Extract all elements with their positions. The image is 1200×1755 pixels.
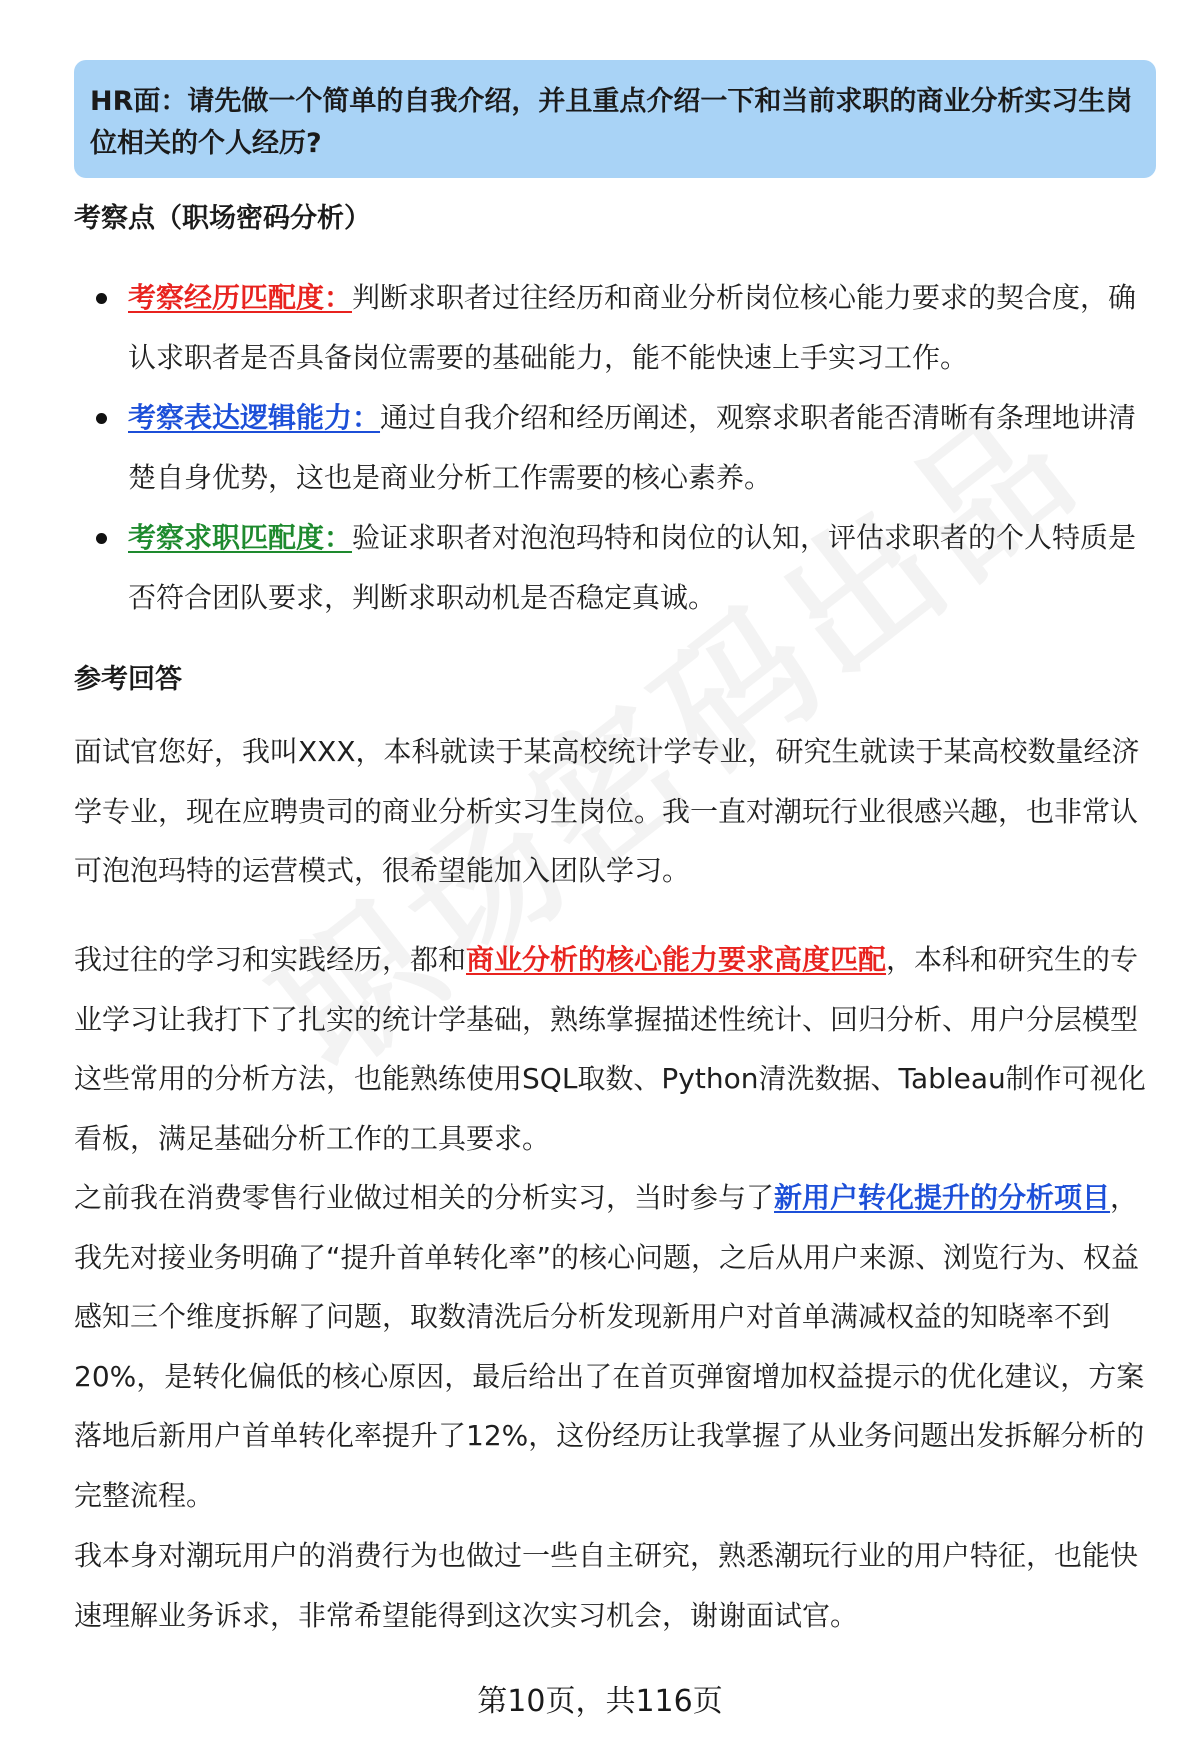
answer-paragraph-3 xyxy=(74,1168,1164,1525)
analysis-text: 通过自我介绍和经历阐述，观察求职者能否清晰有条理地讲清楚自身优势，这也是商业分析工作需要的核心素养。 xyxy=(128,401,1137,494)
answer-paragraph-1: 面试官您好，我叫XXX，本科就读于某高校统计学专业，研究生就读于某高校数量经济学专业，现在应聘贵司的商业分析实习生岗位。我一直对潮玩行业很感兴趣，也非常认可泡泡玛特的运营模式，很希望能加入团队学习。 xyxy=(74,735,1140,887)
answer-text: ，本科和研究生的专业学习让我打下了扎实的统计学基础，熟练掌握描述性统计、回归分析、用户分层模型这些常用的分析方法，也能熟练使用SQL取数、Python清洗数据、Tableau制作可视化看板，满足基础分析工作的工具要求。 xyxy=(74,943,1146,1155)
analysis-item-fit xyxy=(74,508,1164,628)
answer-highlight-red: 商业分析的核心能力要求高度匹配 xyxy=(466,943,887,976)
analysis-item-experience xyxy=(74,268,1164,388)
question-text: HR面：请先做一个简单的自我介绍，并且重点介绍一下和当前求职的商业分析实习生岗位相关的个人经历? xyxy=(90,86,1133,159)
analysis-label: 考察表达逻辑能力： xyxy=(128,401,381,434)
answer-paragraph-2 xyxy=(74,930,1164,1168)
analysis-label: 考察经历匹配度： xyxy=(128,281,353,314)
answer-text: 之前我在消费零售行业做过相关的分析实习，当时参与了 xyxy=(74,1181,775,1214)
section-title-analysis: 考察点（职场密码分析） xyxy=(74,203,371,234)
bullet-dot-icon xyxy=(96,293,107,304)
analysis-text: 验证求职者对泡泡玛特和岗位的认知，评估求职者的个人特质是否符合团队要求，判断求职动机是否稳定真诚。 xyxy=(128,521,1137,614)
analysis-list xyxy=(74,268,1164,628)
section-title-answer: 参考回答 xyxy=(74,664,182,695)
answer-text: ，我先对接业务明确了“提升首单转化率”的核心问题，之后从用户来源、浏览行为、权益感知三个维度拆解了问题，取数清洗后分析发现新用户对首单满减权益的知晓率不到20%，是转化偏低的核心原因，最后给出了在首页弹窗增加权益提示的优化建议，方案落地后新用户首单转化率提升了12%，这份经历让我掌握了从业务问题出发拆解分析的完整流程。 xyxy=(74,1181,1145,1512)
bullet-dot-icon xyxy=(96,533,107,544)
page-footer: 第10页，共116页 xyxy=(477,1684,723,1719)
answer-text: 我过往的学习和实践经历，都和 xyxy=(74,943,467,976)
analysis-label: 考察求职匹配度： xyxy=(128,521,353,554)
bullet-dot-icon xyxy=(96,413,107,424)
answer-paragraph-4: 我本身对潮玩用户的消费行为也做过一些自主研究，熟悉潮玩行业的用户特征，也能快速理解业务诉求，非常希望能得到这次实习机会，谢谢面试官。 xyxy=(74,1539,1139,1632)
question-box xyxy=(74,60,1156,178)
analysis-item-logic xyxy=(74,388,1164,508)
analysis-text: 判断求职者过往经历和商业分析岗位核心能力要求的契合度，确认求职者是否具备岗位需要的基础能力，能不能快速上手实习工作。 xyxy=(128,281,1137,374)
answer-highlight-blue: 新用户转化提升的分析项目 xyxy=(774,1181,1111,1214)
